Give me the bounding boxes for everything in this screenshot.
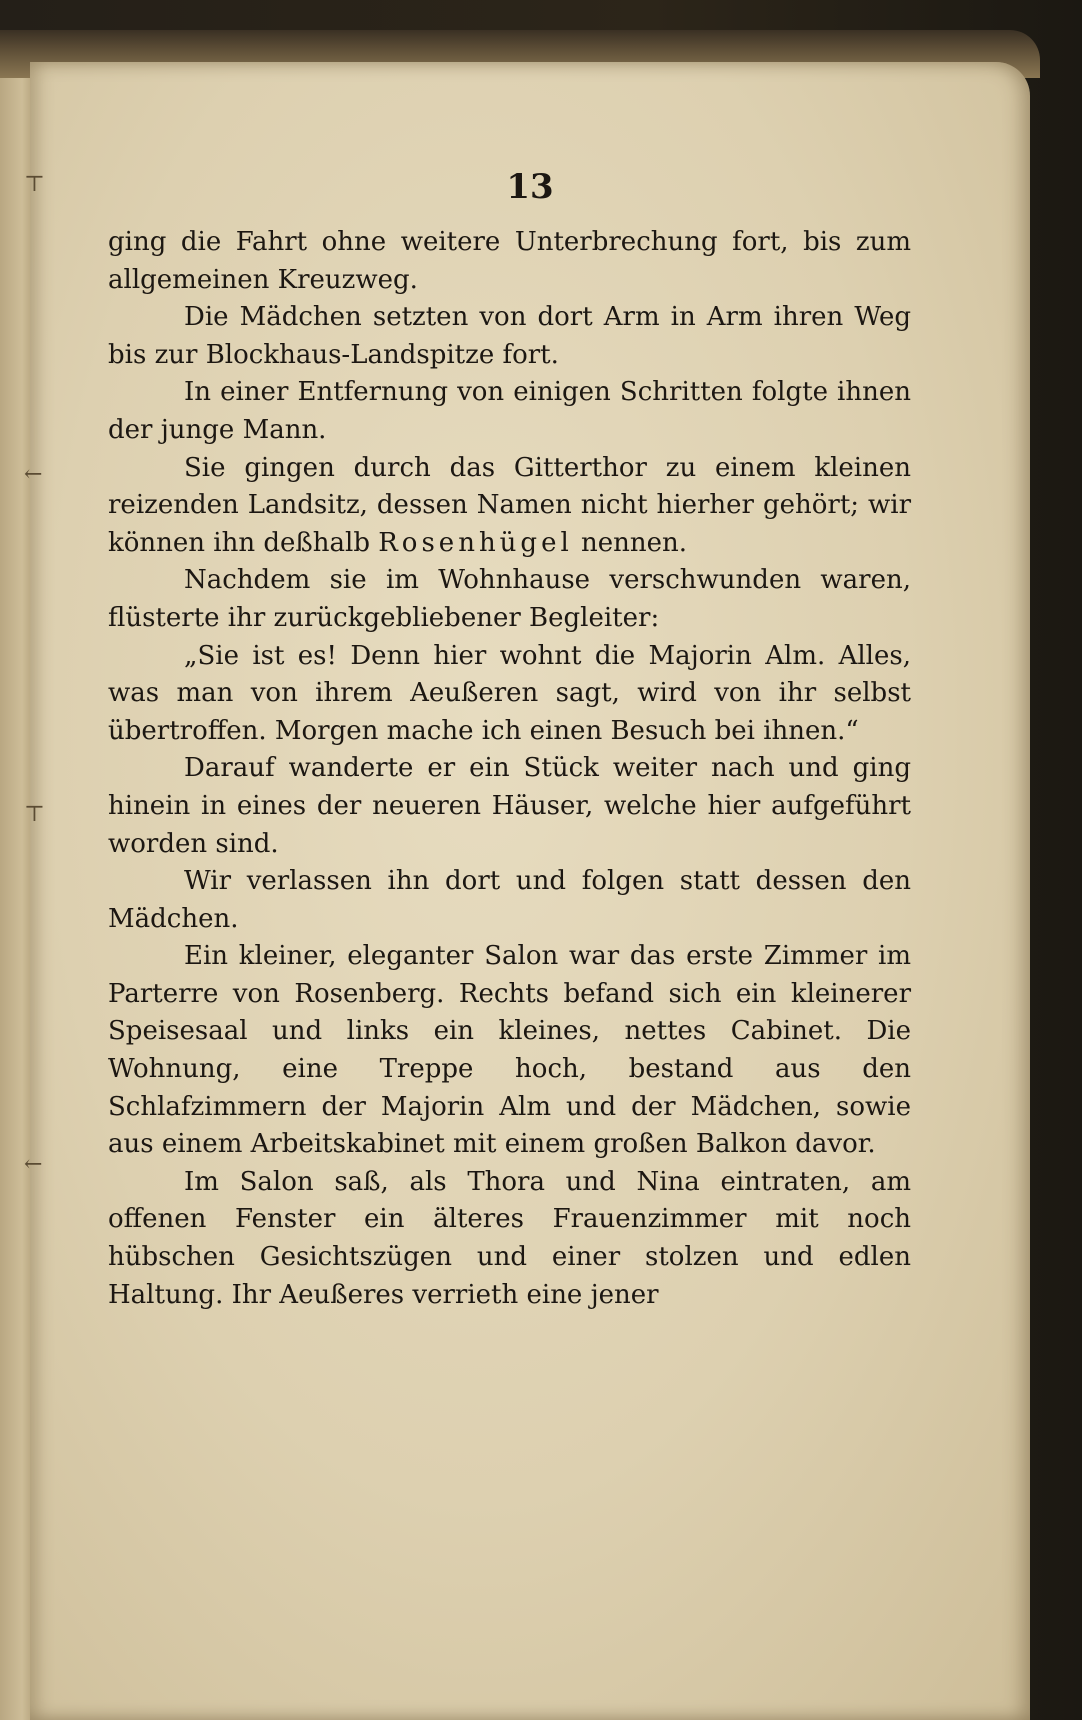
paragraph: Sie gingen durch das Gitterthor zu einem kleinen reizenden Landsitz, dessen Namen nicht hierher gehört; wir können ihn deßhalb Rosenhügel nennen.	[108, 452, 911, 558]
paragraph: Ein kleiner, eleganter Salon war das erste Zimmer im Parterre von Rosenberg. Rechts befand sich ein kleinerer Speisesaal und links ein kleines, nettes Cabinet. Die Wohnung, eine Treppe hoch, bestand aus den Schlafzimmern der Majorin Alm und der Mädchen, sowie aus einem Arbeitskabinet mit einem großen Balkon davor.	[108, 941, 911, 1160]
paragraph: Im Salon saß, als Thora und Nina eintraten, am offenen Fenster ein älteres Frauenzimmer mit noch hübschen Gesichtszügen und einer stolzen und edlen Haltung. Ihr Aeußeres verrieth eine jener	[108, 1166, 911, 1310]
paragraph: In einer Entfernung von einigen Schritten folgte ihnen der junge Mann.	[108, 377, 911, 445]
paragraph-quote: „Sie ist es! Denn hier wohnt die Majorin Alm. Alles, was man von ihrem Aeußeren sagt, wird von ihr selbst übertroffen. Morgen mache ich einen Besuch bei ihnen.“	[108, 640, 911, 746]
page-number: 13	[506, 167, 554, 207]
margin-tick-mark: ⊤	[24, 172, 45, 197]
margin-arrow-mark: ←	[24, 462, 43, 487]
paragraph: ging die Fahrt ohne weitere Unterbrechung fort, bis zum allgemeinen Kreuzweg.	[108, 227, 911, 295]
margin-arrow-mark: ←	[24, 1152, 43, 1177]
paragraph: Wir verlassen ihn dort und folgen statt dessen den Mädchen.	[108, 866, 911, 934]
book-page	[24, 62, 1030, 1720]
paragraph: Die Mädchen setzten von dort Arm in Arm ihren Weg bis zur Blockhaus-Landspitze fort.	[108, 302, 911, 370]
spaced-name: Rosenhügel	[378, 527, 573, 558]
body-text	[108, 224, 911, 1314]
margin-tick-mark: ⊤	[24, 802, 45, 827]
paragraph: Darauf wanderte er ein Stück weiter nach und ging hinein in eines der neueren Häuser, welche hier aufgeführt worden sind.	[108, 753, 911, 859]
paragraph: Nachdem sie im Wohnhause verschwunden waren, flüsterte ihr zurückgebliebener Begleiter:	[108, 565, 911, 633]
